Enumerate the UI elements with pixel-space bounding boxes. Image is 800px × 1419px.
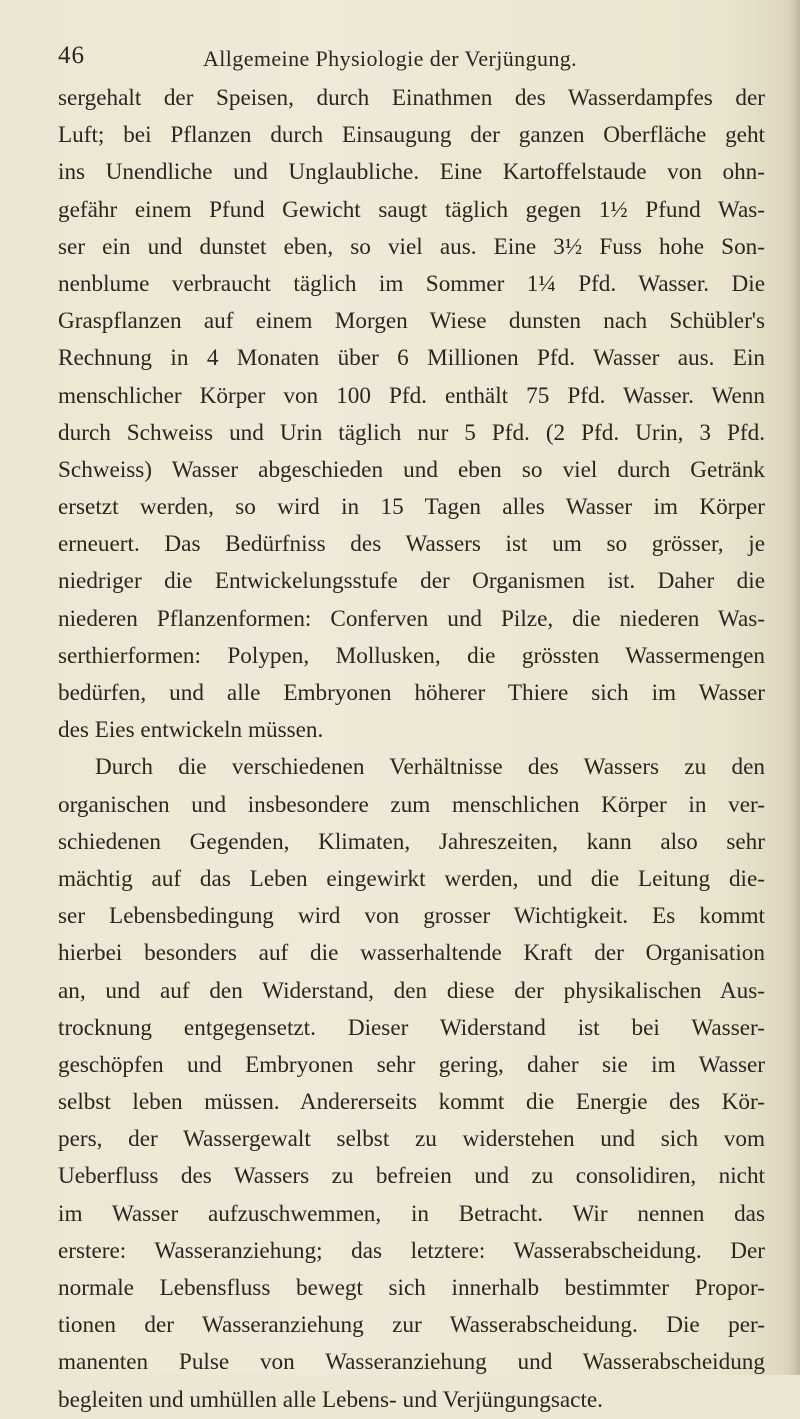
text-line: sergehalt der Speisen, durch Einathmen des Wasserdampfes der [58, 85, 765, 111]
text-line: pers, der Wassergewalt selbst zu widerstehen und sich vom [58, 1126, 765, 1153]
text-line: nenblume verbraucht täglich im Sommer 1¼ Pfd. Wasser. Die [58, 270, 765, 297]
text-line: erneuert. Das Bedürfniss des Wassers ist um so grösser, je [58, 531, 765, 558]
text-line: ins Unendliche und Unglaubliche. Eine Kartoffelstaude von ohn- [58, 159, 765, 186]
text-line: ser Lebensbedingung wird von grosser Wichtigkeit. Es kommt [58, 903, 765, 930]
text-line: organischen und insbesondere zum menschlichen Körper in ver- [58, 791, 765, 818]
text-line: an, und auf den Widerstand, den diese der physikalischen Aus- [58, 977, 765, 1004]
page-header [58, 36, 758, 76]
text-line: schiedenen Gegenden, Klimaten, Jahreszeiten, kann also sehr [58, 828, 765, 855]
text-line: Schweiss) Wasser abgeschieden und eben so viel durch Getränk [58, 456, 765, 483]
text-line: tionen der Wasseranziehung zur Wasserabscheidung. Die per- [58, 1312, 765, 1339]
text-line: Durch die verschiedenen Verhältnisse des Wassers zu den [95, 754, 765, 781]
text-line: selbst leben müssen. Andererseits kommt die Energie des Kör- [58, 1089, 765, 1116]
body-text [58, 80, 765, 1419]
text-line: Graspflanzen auf einem Morgen Wiese dunsten nach Schübler's [58, 308, 765, 335]
text-line: normale Lebensfluss bewegt sich innerhalb bestimmter Propor- [58, 1275, 765, 1301]
running-head: Allgemeine Physiologie der Verjüngung. [203, 46, 578, 71]
text-line: manenten Pulse von Wasseranziehung und Wasserabscheidung [58, 1349, 765, 1376]
text-line: des Eies entwickeln müssen. [58, 717, 324, 744]
text-line: erstere: Wasseranziehung; das letztere: Wasserabscheidung. Der [58, 1237, 765, 1264]
text-line: Rechnung in 4 Monaten über 6 Millionen Pfd. Wasser aus. Ein [58, 345, 765, 372]
text-line: niedriger die Entwickelungsstufe der Organismen ist. Daher die [58, 568, 765, 595]
text-line: Luft; bei Pflanzen durch Einsaugung der ganzen Oberfläche geht [58, 122, 765, 149]
text-line: geschöpfen und Embryonen sehr gering, daher sie im Wasser [58, 1051, 765, 1078]
text-line: menschlicher Körper von 100 Pfd. enthält 75 Pfd. Wasser. Wenn [58, 382, 765, 409]
text-line: ser ein und dunstet eben, so viel aus. Eine 3½ Fuss hohe Son- [58, 233, 765, 260]
text-line: mächtig auf das Leben eingewirkt werden, und die Leitung die- [58, 865, 765, 892]
text-line: trocknung entgegensetzt. Dieser Widerstand ist bei Wasser- [58, 1014, 765, 1041]
text-line: ersetzt werden, so wird in 15 Tagen alles Wasser im Körper [58, 494, 765, 521]
text-line: Ueberfluss des Wassers zu befreien und zu consolidiren, nicht [58, 1163, 765, 1190]
text-line: im Wasser aufzuschwemmen, in Betracht. Wir nennen das [58, 1200, 765, 1227]
text-line: bedürfen, und alle Embryonen höherer Thiere sich im Wasser [58, 680, 765, 706]
page-edge [785, 0, 800, 1375]
text-line: gefähr einem Pfund Gewicht saugt täglich gegen 1½ Pfund Was- [58, 196, 765, 223]
page-number: 46 [58, 42, 85, 69]
text-line: begleiten und umhüllen alle Lebens- und Verjüngungsacte. [58, 1386, 603, 1413]
text-line: serthierformen: Polypen, Mollusken, die grössten Wassermengen [58, 642, 765, 669]
text-line: hierbei besonders auf die wasserhaltende Kraft der Organisation [58, 940, 765, 967]
text-line: niederen Pflanzenformen: Conferven und Pilze, die niederen Was- [58, 605, 765, 632]
text-line: durch Schweiss und Urin täglich nur 5 Pfd. (2 Pfd. Urin, 3 Pfd. [58, 419, 765, 446]
